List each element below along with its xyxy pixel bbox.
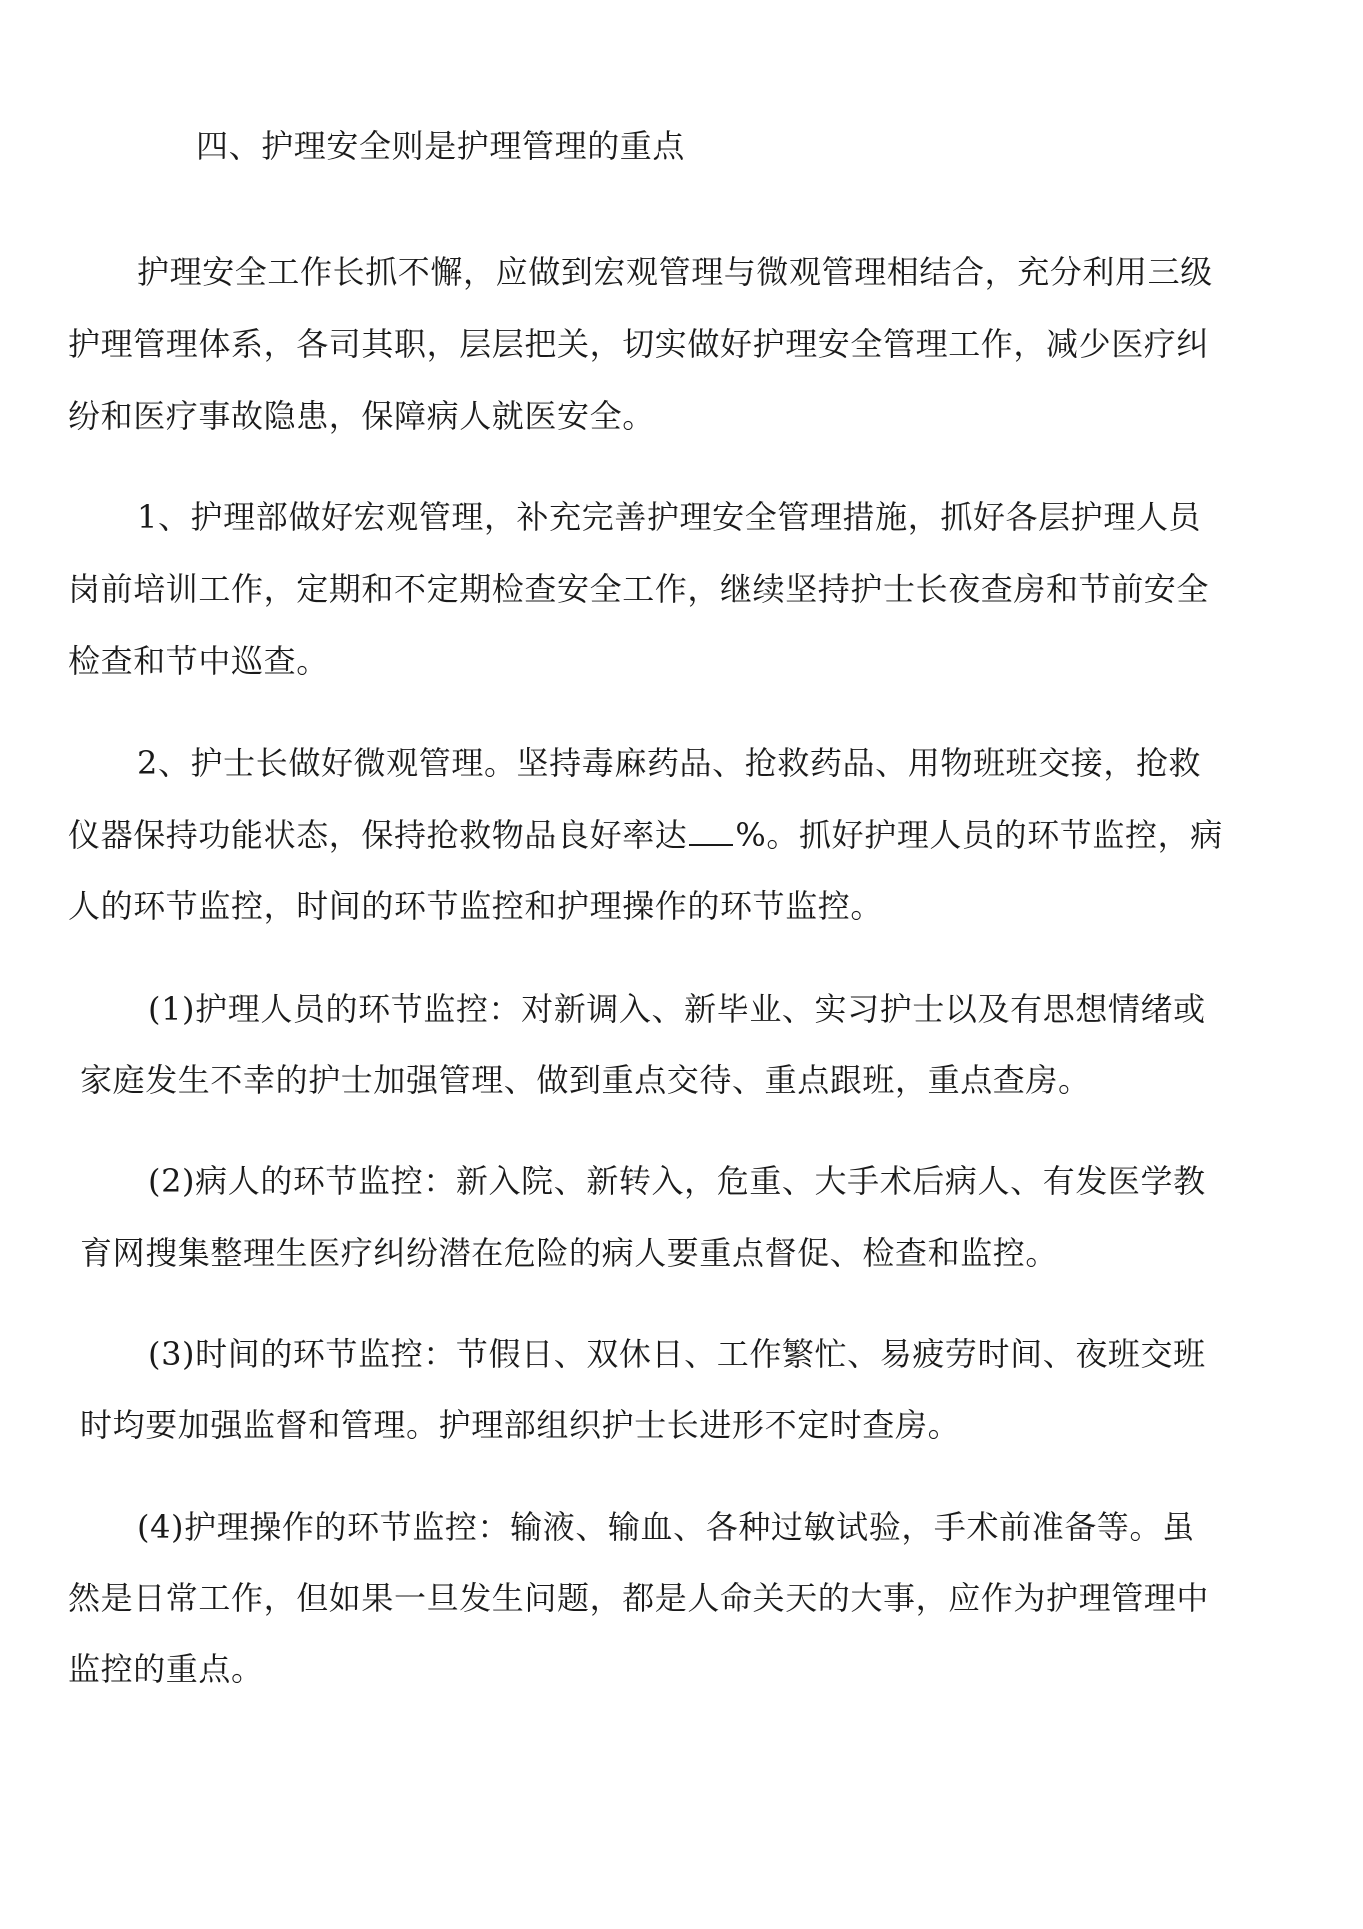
sub3-line-2: 时均要加强监督和管理。护理部组织护士长进形不定时查房。 [80, 1406, 961, 1444]
item2-line-3: 人的环节监控，时间的环节监控和护理操作的环节监控。 [68, 887, 884, 925]
item1-line-2: 岗前培训工作，定期和不定期检查安全工作，继续坚持护士长夜查房和节前安全 [68, 570, 1210, 608]
item2-line-2 [68, 813, 1223, 857]
intro-line-3: 纷和医疗事故隐患，保障病人就医安全。 [68, 397, 655, 435]
sub4-line-3: 监控的重点。 [68, 1650, 264, 1688]
item1-line-1: 1、护理部做好宏观管理，补充完善护理安全管理措施，抓好各层护理人员 [137, 498, 1202, 536]
sub2-line-1: (2)病人的环节监控：新入院、新转入，危重、大手术后病人、有发医学教 [148, 1162, 1206, 1200]
item2-line-2-part-b: %。抓好护理人员的环节监控，病 [735, 816, 1223, 854]
sub4-line-2: 然是日常工作，但如果一旦发生问题，都是人命关天的大事，应作为护理管理中 [68, 1579, 1210, 1617]
intro-line-2: 护理管理体系，各司其职，层层把关，切实做好护理安全管理工作，减少医疗纠 [68, 325, 1210, 363]
sub4-line-1: (4)护理操作的环节监控：输液、输血、各种过敏试验，手术前准备等。虽 [137, 1508, 1195, 1546]
section-heading: 四、护理安全则是护理管理的重点 [196, 127, 686, 165]
sub2-line-2: 育网搜集整理生医疗纠纷潜在危险的病人要重点督促、检查和监控。 [80, 1234, 1059, 1272]
item2-line-2-part-a: 仪器保持功能状态，保持抢救物品良好率达 [68, 816, 688, 854]
sub3-line-1: (3)时间的环节监控：节假日、双休日、工作繁忙、易疲劳时间、夜班交班 [148, 1335, 1206, 1373]
intro-line-1: 护理安全工作长抓不懈，应做到宏观管理与微观管理相结合，充分利用三级 [137, 253, 1213, 291]
sub1-line-1: (1)护理人员的环节监控：对新调入、新毕业、实习护士以及有思想情绪或 [148, 990, 1206, 1028]
fill-in-blank [689, 814, 733, 846]
item1-line-3: 检查和节中巡查。 [68, 642, 329, 680]
sub1-line-2: 家庭发生不幸的护士加强管理、做到重点交待、重点跟班，重点查房。 [80, 1061, 1091, 1099]
item2-line-1: 2、护士长做好微观管理。坚持毒麻药品、抢救药品、用物班班交接，抢救 [137, 744, 1202, 782]
